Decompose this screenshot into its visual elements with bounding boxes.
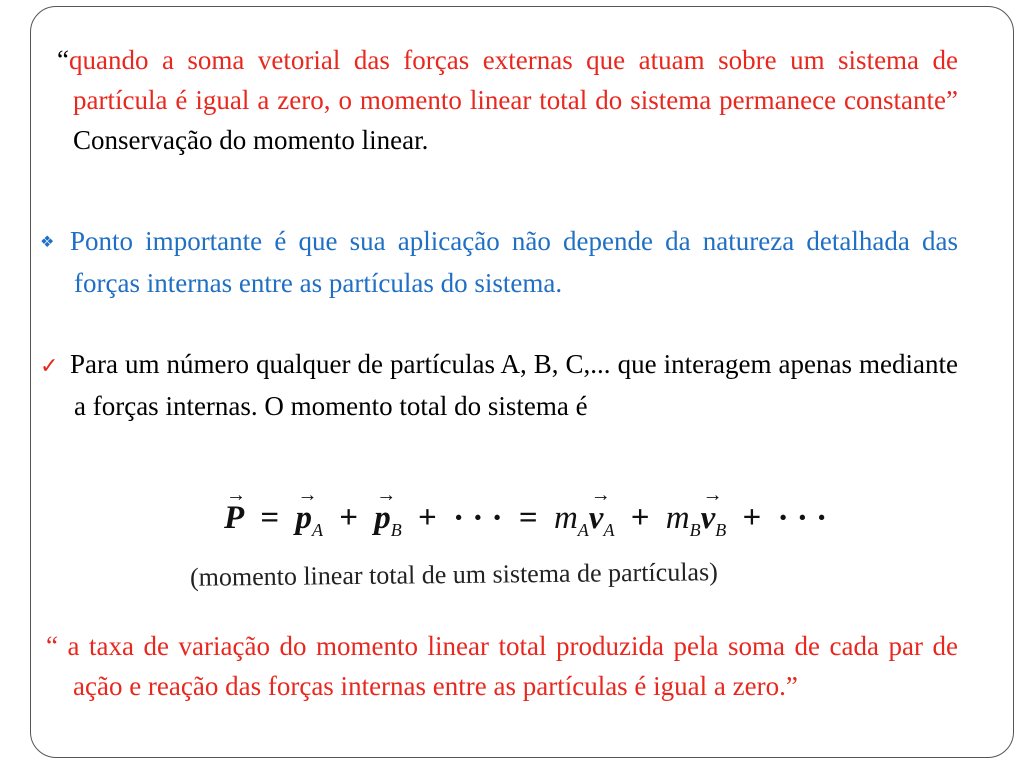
subscript-B: B	[715, 520, 727, 540]
subscript-B: B	[390, 520, 402, 540]
subscript-B: B	[689, 520, 701, 540]
vector-P: → P	[224, 500, 244, 537]
plus-sign: +	[339, 500, 359, 536]
internal-forces-text: Ponto importante é que sua aplicação não depende da natureza detalhada das forças internas entre as partículas do sistema.	[70, 226, 958, 298]
rate-of-change-quote: “ a taxa de variação do momento linear total produzida pela soma de cada par de ação e reação das forças internas entre as partículas é igual a zero.”	[46, 631, 958, 701]
mass-m: m	[665, 500, 690, 536]
plus-sign: +	[418, 500, 437, 536]
conservation-quote: quando a soma vetorial das forças externas que atuam sobre um sistema de partícula é igual a zero, o momento linear total do sistema permanece constante”	[68, 45, 958, 115]
check-bullet-icon: ✓	[40, 353, 59, 378]
bullet-paragraph-internal-forces	[40, 221, 958, 303]
equals-sign: =	[260, 500, 280, 536]
formula-caption: (momento linear total de um sistema de partículas)	[189, 557, 718, 592]
ellipsis: · · ·	[777, 500, 828, 536]
vector-v-B: → v	[701, 500, 716, 537]
plus-sign: +	[630, 500, 650, 536]
formula-equation	[224, 500, 827, 541]
quote-paragraph-rate-of-change	[40, 626, 958, 706]
open-quote-mark: “	[57, 45, 69, 75]
vector-p-B: → p	[374, 500, 391, 537]
quote-paragraph-conservation	[40, 40, 958, 160]
vector-p-A: → p	[295, 500, 312, 537]
diamond-bullet-icon: ❖	[40, 234, 55, 251]
subscript-A: A	[311, 520, 323, 540]
bullet-paragraph-particles	[40, 344, 958, 426]
particles-text: Para um número qualquer de partículas A, B, C,... que interagem apenas mediante a forças internas. O momento total do sistema é	[70, 349, 958, 421]
subscript-A: A	[577, 520, 589, 540]
mass-m: m	[553, 500, 578, 536]
plus-sign: +	[742, 500, 762, 536]
equals-sign: =	[518, 500, 538, 536]
conservation-label: Conservação do momento linear.	[73, 125, 429, 155]
vector-v-A: → v	[589, 500, 604, 537]
ellipsis: · · ·	[453, 500, 503, 536]
subscript-A: A	[603, 520, 615, 540]
momentum-formula	[190, 500, 870, 610]
